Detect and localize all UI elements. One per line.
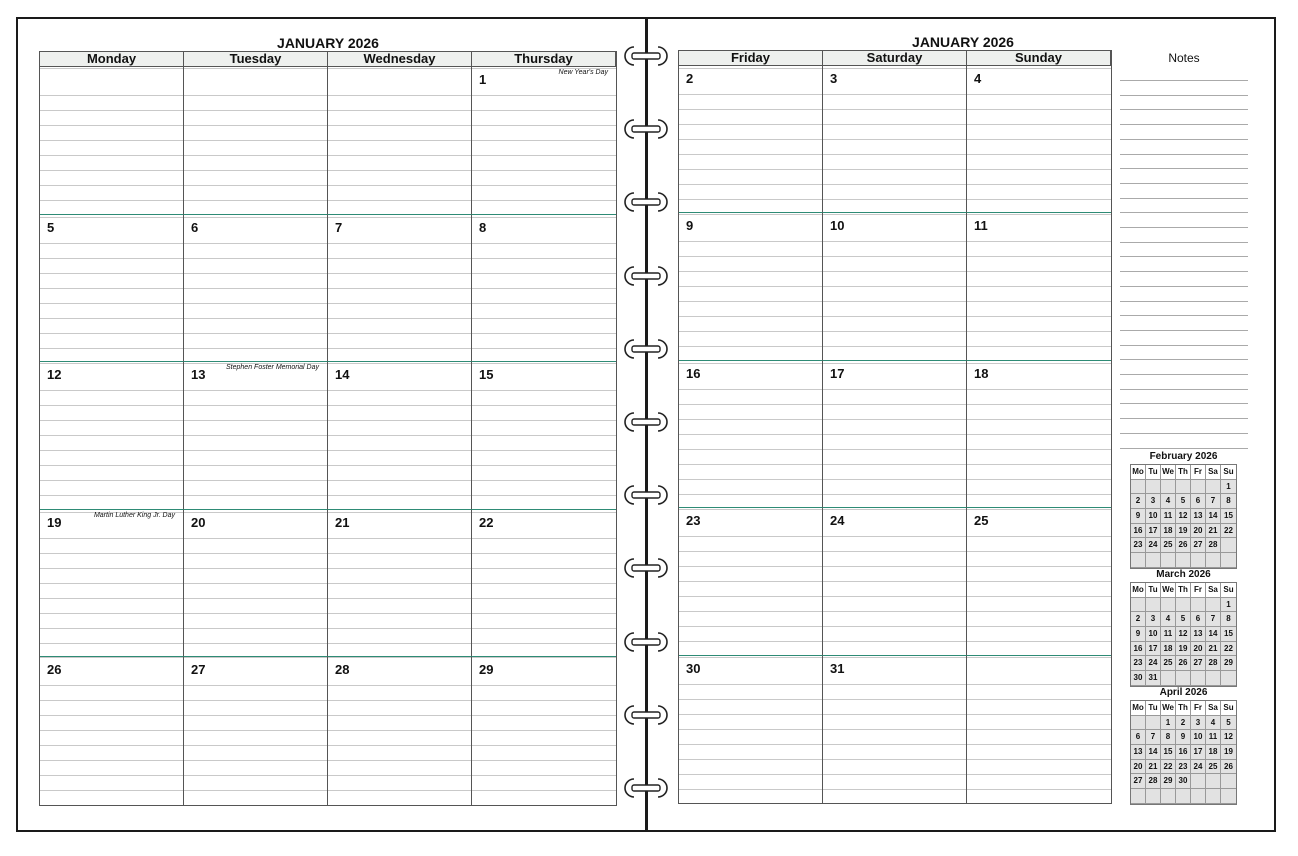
day-header-sunday: Sunday [967,51,1111,66]
mini-day: 3 [1146,612,1161,627]
mini-weekday-header: Su [1221,583,1236,598]
day-header-thursday: Thursday [472,52,616,67]
mini-day: 24 [1191,760,1206,775]
day-cell[interactable] [40,215,184,363]
mini-day: 26 [1221,760,1236,775]
mini-day: 17 [1146,524,1161,539]
day-cell[interactable] [184,67,328,215]
mini-day: 4 [1161,494,1176,509]
day-header-monday: Monday [40,52,184,67]
day-header-tuesday: Tuesday [184,52,328,67]
mini-day: 14 [1206,509,1221,524]
mini-day: 8 [1221,494,1236,509]
day-number: 16 [686,365,701,381]
day-number: 17 [830,365,845,381]
mini-day: 14 [1206,627,1221,642]
mini-day [1176,598,1191,613]
day-number: 24 [830,513,845,529]
mini-day: 12 [1176,509,1191,524]
day-cell[interactable] [472,657,616,805]
mini-weekday-header: Tu [1146,583,1161,598]
mini-day: 8 [1161,730,1176,745]
day-header-friday: Friday [679,51,823,66]
notes-line [1120,154,1248,155]
binder-ring-icon [622,118,670,140]
notes-line [1120,330,1248,331]
mini-day [1146,598,1161,613]
mini-day: 1 [1221,480,1236,495]
day-number: 10 [830,218,845,234]
mini-day: 18 [1161,642,1176,657]
mini-day: 2 [1176,716,1191,731]
notes-line [1120,139,1248,140]
day-cell[interactable] [823,66,967,213]
binder-ring-icon [622,338,670,360]
mini-day [1191,480,1206,495]
mini-day: 14 [1146,745,1161,760]
binder-ring-icon [622,777,670,799]
mini-day: 29 [1161,774,1176,789]
mini-day: 23 [1131,538,1146,553]
mini-day: 17 [1191,745,1206,760]
day-cell[interactable] [40,67,184,215]
notes-line [1120,418,1248,419]
day-cell[interactable] [967,508,1111,655]
mini-day: 25 [1161,538,1176,553]
mini-day [1221,789,1236,804]
day-cell[interactable] [184,215,328,363]
mini-day: 13 [1131,745,1146,760]
mini-day: 16 [1176,745,1191,760]
mini-day: 27 [1191,538,1206,553]
mini-weekday-header: Th [1176,583,1191,598]
mini-day: 7 [1206,612,1221,627]
left-calendar-grid [39,51,617,806]
mini-day: 30 [1131,671,1146,686]
mini-day [1146,553,1161,568]
mini-day: 28 [1206,538,1221,553]
day-number: 26 [47,662,62,678]
mini-day: 10 [1191,730,1206,745]
right-calendar-grid [678,50,1112,804]
mini-day [1161,671,1176,686]
mini-day: 7 [1206,494,1221,509]
notes-label: Notes [1168,51,1200,65]
day-number: 12 [47,367,62,383]
mini-day [1161,553,1176,568]
notes-line [1120,168,1248,169]
mini-day [1131,716,1146,731]
day-number: 14 [335,367,350,383]
mini-day: 5 [1221,716,1236,731]
day-number: 27 [191,662,206,678]
mini-day [1221,671,1236,686]
day-header-saturday: Saturday [823,51,967,66]
day-cell[interactable] [40,510,184,658]
binder-ring-icon [622,484,670,506]
right-month-title: JANUARY 2026 [912,34,1014,50]
mini-day: 19 [1221,745,1236,760]
day-cell[interactable] [184,362,328,510]
day-cell[interactable] [328,67,472,215]
mini-weekday-header: We [1161,583,1176,598]
mini-day: 20 [1191,642,1206,657]
day-number: 4 [974,71,982,86]
notes-line [1120,212,1248,213]
notes-line [1120,227,1248,228]
mini-day: 5 [1176,612,1191,627]
mini-day [1221,553,1236,568]
notes-line [1120,345,1248,346]
mini-weekday-header: Mo [1131,465,1146,480]
binder-ring-icon [622,265,670,287]
mini-day: 11 [1161,509,1176,524]
notes-line [1120,95,1248,96]
mini-day [1191,671,1206,686]
notes-line [1120,389,1248,390]
mini-day: 12 [1176,627,1191,642]
mini-day [1146,480,1161,495]
mini-day: 2 [1131,494,1146,509]
mini-weekday-header: Sa [1206,701,1221,716]
mini-day: 31 [1146,671,1161,686]
mini-day: 9 [1131,509,1146,524]
mini-day [1161,789,1176,804]
mini-weekday-header: We [1161,465,1176,480]
mini-day: 24 [1146,656,1161,671]
day-number: 21 [335,514,350,530]
mini-day: 18 [1206,745,1221,760]
mini-day: 8 [1221,612,1236,627]
mini-day: 15 [1221,627,1236,642]
mini-day [1206,671,1221,686]
mini-day: 19 [1176,524,1191,539]
day-number: 15 [479,367,494,383]
mini-day: 21 [1206,524,1221,539]
mini-day: 6 [1131,730,1146,745]
day-number: 13 [191,367,206,383]
notes-line [1120,183,1248,184]
day-cell[interactable] [823,213,967,360]
mini-weekday-header: Mo [1131,583,1146,598]
mini-day: 16 [1131,524,1146,539]
mini-day: 19 [1176,642,1191,657]
mini-day [1191,789,1206,804]
day-cell[interactable] [679,361,823,508]
day-number: 18 [974,365,989,381]
day-number: 28 [335,662,350,678]
day-number: 25 [974,513,989,529]
day-number: 3 [830,71,838,86]
notes-line [1120,315,1248,316]
mini-weekday-header: Su [1221,465,1236,480]
day-cell[interactable] [328,215,472,363]
mini-day: 23 [1176,760,1191,775]
day-cell[interactable] [679,508,823,655]
notes-line [1120,198,1248,199]
day-number: 11 [974,218,988,234]
mini-day: 27 [1131,774,1146,789]
day-cell[interactable] [328,362,472,510]
mini-day [1146,789,1161,804]
day-header-wednesday: Wednesday [328,52,472,67]
binder-ring-icon [622,631,670,653]
day-number: 22 [479,514,494,530]
binder-ring-icon [622,411,670,433]
mini-day: 4 [1161,612,1176,627]
day-number: 2 [686,71,694,86]
day-number: 20 [191,514,206,530]
mini-day: 9 [1176,730,1191,745]
holiday-label: Stephen Foster Memorial Day [226,364,319,372]
day-number: 1 [479,72,487,87]
mini-day: 13 [1191,509,1206,524]
mini-calendar [1130,582,1237,687]
mini-day [1131,553,1146,568]
mini-day [1206,774,1221,789]
mini-weekday-header: Mo [1131,701,1146,716]
day-number: 8 [479,219,487,235]
mini-day: 23 [1131,656,1146,671]
day-cell[interactable] [967,66,1111,213]
mini-weekday-header: We [1161,701,1176,716]
mini-day [1206,480,1221,495]
mini-day: 22 [1221,642,1236,657]
mini-day: 21 [1146,760,1161,775]
day-number: 29 [479,662,494,678]
mini-calendar-title: February 2026 [1149,451,1218,462]
mini-day: 11 [1206,730,1221,745]
mini-day: 26 [1176,538,1191,553]
day-cell[interactable] [472,510,616,658]
mini-day [1191,774,1206,789]
mini-day [1206,598,1221,613]
mini-day [1221,538,1236,553]
mini-day [1206,789,1221,804]
binder-ring-icon [622,704,670,726]
mini-day [1176,553,1191,568]
notes-line [1120,256,1248,257]
day-cell[interactable] [967,213,1111,360]
day-cell[interactable] [328,510,472,658]
mini-day [1161,598,1176,613]
mini-calendar [1130,700,1237,805]
mini-day: 12 [1221,730,1236,745]
day-number: 7 [335,219,343,235]
mini-weekday-header: Sa [1206,583,1221,598]
mini-day: 10 [1146,627,1161,642]
day-number: 6 [191,219,199,235]
binder-ring-icon [622,45,670,67]
mini-day [1176,480,1191,495]
mini-day: 28 [1206,656,1221,671]
left-month-title: JANUARY 2026 [277,35,379,51]
mini-day: 1 [1221,598,1236,613]
mini-day: 11 [1161,627,1176,642]
day-number: 5 [47,219,55,235]
day-cell[interactable] [823,656,967,803]
mini-day [1176,789,1191,804]
notes-line [1120,124,1248,125]
mini-day: 22 [1221,524,1236,539]
mini-day: 6 [1191,612,1206,627]
mini-day: 20 [1131,760,1146,775]
mini-day [1161,480,1176,495]
mini-day: 30 [1176,774,1191,789]
notes-line [1120,242,1248,243]
notes-line [1120,271,1248,272]
notes-line [1120,433,1248,434]
mini-day: 4 [1206,716,1221,731]
binder-ring-icon [622,557,670,579]
mini-day: 3 [1191,716,1206,731]
day-cell[interactable] [472,67,616,215]
mini-weekday-header: Sa [1206,465,1221,480]
day-number: 30 [686,660,701,676]
mini-day [1131,598,1146,613]
mini-weekday-header: Su [1221,701,1236,716]
mini-day [1146,716,1161,731]
notes-line [1120,80,1248,81]
mini-day: 10 [1146,509,1161,524]
mini-day [1191,553,1206,568]
mini-day: 15 [1221,509,1236,524]
day-cell[interactable] [472,215,616,363]
mini-day: 6 [1191,494,1206,509]
mini-weekday-header: Tu [1146,701,1161,716]
day-cell[interactable] [967,361,1111,508]
mini-calendar [1130,464,1237,569]
notes-line [1120,286,1248,287]
day-cell[interactable] [679,66,823,213]
mini-day: 28 [1146,774,1161,789]
day-cell[interactable] [967,656,1111,803]
mini-day: 24 [1146,538,1161,553]
mini-weekday-header: Th [1176,465,1191,480]
mini-weekday-header: Fr [1191,701,1206,716]
mini-weekday-header: Tu [1146,465,1161,480]
mini-day: 2 [1131,612,1146,627]
mini-weekday-header: Fr [1191,583,1206,598]
notes-line [1120,403,1248,404]
mini-day: 9 [1131,627,1146,642]
mini-day: 16 [1131,642,1146,657]
mini-day: 21 [1206,642,1221,657]
mini-calendar-title: April 2026 [1159,687,1208,698]
day-cell[interactable] [184,657,328,805]
mini-day: 20 [1191,524,1206,539]
mini-day: 3 [1146,494,1161,509]
notes-line [1120,301,1248,302]
holiday-label: Martin Luther King Jr. Day [93,511,175,519]
day-cell[interactable] [184,510,328,658]
mini-weekday-header: Fr [1191,465,1206,480]
mini-day: 15 [1161,745,1176,760]
mini-day: 29 [1221,656,1236,671]
mini-day: 13 [1191,627,1206,642]
mini-day: 1 [1161,716,1176,731]
mini-day: 5 [1176,494,1191,509]
mini-day [1131,789,1146,804]
day-number: 9 [686,218,694,234]
binder-ring-icon [622,191,670,213]
mini-day: 26 [1176,656,1191,671]
notes-line [1120,448,1248,449]
day-number: 23 [686,513,701,529]
mini-day [1176,671,1191,686]
notes-line [1120,374,1248,375]
notes-line [1120,109,1248,110]
mini-day: 25 [1161,656,1176,671]
holiday-label: New Year's Day [558,69,608,76]
day-cell[interactable] [679,656,823,803]
day-cell[interactable] [40,362,184,510]
mini-day: 17 [1146,642,1161,657]
day-number: 31 [830,660,845,676]
mini-day [1131,480,1146,495]
mini-day [1221,774,1236,789]
mini-calendar-title: March 2026 [1156,569,1211,580]
mini-day [1206,553,1221,568]
mini-day: 18 [1161,524,1176,539]
day-cell[interactable] [823,361,967,508]
notes-line [1120,359,1248,360]
mini-day: 22 [1161,760,1176,775]
day-cell[interactable] [679,213,823,360]
mini-day [1191,598,1206,613]
mini-day: 25 [1206,760,1221,775]
day-number: 19 [47,514,62,530]
day-cell[interactable] [40,657,184,805]
mini-day: 27 [1191,656,1206,671]
day-cell[interactable] [328,657,472,805]
mini-weekday-header: Th [1176,701,1191,716]
day-cell[interactable] [823,508,967,655]
day-cell[interactable] [472,362,616,510]
mini-day: 7 [1146,730,1161,745]
